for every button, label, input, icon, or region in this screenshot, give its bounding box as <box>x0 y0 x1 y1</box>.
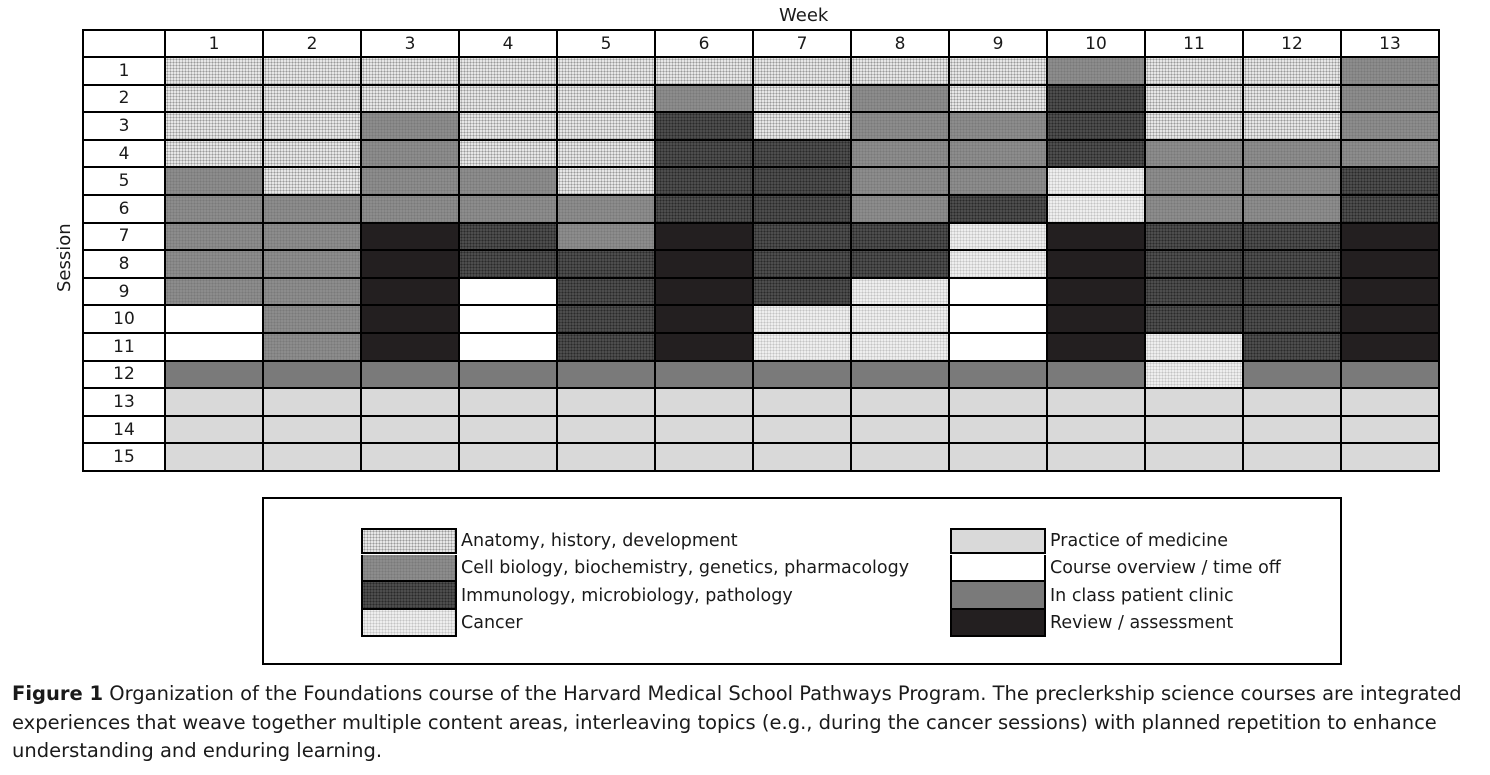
week-header: 4 <box>460 31 558 58</box>
grid-cell-cell <box>362 168 460 196</box>
grid-cell-practice <box>362 417 460 445</box>
grid-cell-immuno <box>1244 334 1342 362</box>
grid-cell-review <box>656 251 754 279</box>
grid-cell-review <box>362 334 460 362</box>
legend-item-cancer <box>361 610 909 638</box>
grid-cell-cancer <box>852 334 950 362</box>
grid-cell-practice <box>1244 417 1342 445</box>
legend-item-review <box>950 610 1281 638</box>
grid-cell-cell <box>950 141 1048 169</box>
grid-cell-review <box>1048 334 1146 362</box>
grid-cell-review <box>1342 251 1440 279</box>
session-header: 2 <box>84 86 166 114</box>
grid-cell-anatomy <box>166 141 264 169</box>
grid-cell-practice <box>558 444 656 472</box>
grid-cell-anatomy <box>1146 58 1244 86</box>
caption-label: Figure 1 <box>12 682 104 705</box>
grid-cell-immuno <box>1048 86 1146 114</box>
legend-item-immuno <box>361 582 909 610</box>
grid-cell-practice <box>852 444 950 472</box>
grid-cell-cell <box>656 86 754 114</box>
grid-cell-practice <box>950 417 1048 445</box>
grid-cell-practice <box>264 417 362 445</box>
grid-cell-cell <box>166 279 264 307</box>
grid-cell-cell <box>852 141 950 169</box>
grid-cell-cancer <box>950 251 1048 279</box>
legend-label: Review / assessment <box>1050 613 1234 634</box>
grid-cell-practice <box>1342 444 1440 472</box>
grid-cell-clinic <box>166 362 264 390</box>
grid-cell-overview <box>460 306 558 334</box>
grid-cell-cell <box>950 168 1048 196</box>
grid-cell-immuno <box>950 196 1048 224</box>
grid-cell-practice <box>362 444 460 472</box>
grid-cell-overview <box>950 334 1048 362</box>
grid-cell-cell <box>852 168 950 196</box>
grid-cell-review <box>362 251 460 279</box>
grid-cell-clinic <box>1244 362 1342 390</box>
grid-cell-anatomy <box>362 86 460 114</box>
legend-swatch-anatomy <box>361 528 457 554</box>
week-header: 2 <box>264 31 362 58</box>
grid-cell-clinic <box>656 362 754 390</box>
grid-cell-overview <box>460 334 558 362</box>
legend-label: Cancer <box>461 613 523 634</box>
grid-cell-clinic <box>950 362 1048 390</box>
grid-cell-cell <box>852 196 950 224</box>
grid-cell-practice <box>1146 444 1244 472</box>
grid-cell-review <box>1342 279 1440 307</box>
grid-cell-cell <box>1146 168 1244 196</box>
grid-cell-cell <box>362 113 460 141</box>
grid-cell-review <box>656 306 754 334</box>
grid-cell-immuno <box>754 251 852 279</box>
grid-cell-immuno <box>1244 251 1342 279</box>
week-header: 13 <box>1342 31 1440 58</box>
grid-cell-anatomy <box>1244 58 1342 86</box>
grid-cell-practice <box>1342 389 1440 417</box>
legend-label: Immunology, microbiology, pathology <box>461 585 793 606</box>
grid-cell-overview <box>166 306 264 334</box>
schedule-grid <box>82 29 1440 472</box>
grid-cell-immuno <box>1244 279 1342 307</box>
grid-cell-immuno <box>656 113 754 141</box>
grid-cell-anatomy <box>1146 86 1244 114</box>
grid-cell-cell <box>1146 141 1244 169</box>
grid-cell-clinic <box>264 362 362 390</box>
grid-cell-practice <box>1146 389 1244 417</box>
legend <box>262 497 1342 665</box>
grid-cell-immuno <box>656 168 754 196</box>
week-header: 5 <box>558 31 656 58</box>
grid-cell-cancer <box>1048 196 1146 224</box>
grid-cell-cell <box>166 168 264 196</box>
session-header: 8 <box>84 251 166 279</box>
grid-cell-clinic <box>460 362 558 390</box>
grid-cell-cell <box>460 196 558 224</box>
legend-swatch-cell <box>361 555 457 583</box>
week-header: 1 <box>166 31 264 58</box>
grid-cell-practice <box>1048 444 1146 472</box>
legend-swatch-clinic <box>950 582 1046 610</box>
grid-cell-immuno <box>558 306 656 334</box>
grid-cell-cancer <box>1048 168 1146 196</box>
grid-cell-cell <box>460 168 558 196</box>
grid-cell-clinic <box>362 362 460 390</box>
grid-cell-practice <box>1146 417 1244 445</box>
grid-cell-practice <box>264 444 362 472</box>
session-header: 5 <box>84 168 166 196</box>
grid-cell-overview <box>950 279 1048 307</box>
grid-cell-cell <box>558 196 656 224</box>
grid-cell-review <box>362 279 460 307</box>
week-header: 10 <box>1048 31 1146 58</box>
grid-cell-cell <box>264 279 362 307</box>
grid-cell-review <box>1048 306 1146 334</box>
legend-swatch-review <box>950 610 1046 638</box>
legend-label: Practice of medicine <box>1050 530 1229 551</box>
grid-cell-anatomy <box>950 58 1048 86</box>
grid-cell-practice <box>166 417 264 445</box>
grid-cell-review <box>656 224 754 252</box>
grid-cell-anatomy <box>362 58 460 86</box>
grid-cell-immuno <box>1342 168 1440 196</box>
grid-cell-cell <box>166 196 264 224</box>
legend-swatch-overview <box>950 555 1046 583</box>
grid-cell-anatomy <box>754 58 852 86</box>
grid-cell-cancer <box>1146 362 1244 390</box>
grid-cell-cell <box>264 306 362 334</box>
week-axis-title: Week <box>779 5 829 26</box>
grid-cell-anatomy <box>852 58 950 86</box>
session-header: 3 <box>84 113 166 141</box>
session-header: 1 <box>84 58 166 86</box>
grid-cell-review <box>656 334 754 362</box>
grid-cell-clinic <box>558 362 656 390</box>
legend-item-anatomy <box>361 527 909 555</box>
grid-cell-immuno <box>460 251 558 279</box>
legend-swatch-immuno <box>361 582 457 610</box>
grid-cell-anatomy <box>558 58 656 86</box>
grid-cell-anatomy <box>1146 113 1244 141</box>
grid-cell-immuno <box>1048 141 1146 169</box>
grid-cell-clinic <box>852 362 950 390</box>
grid-cell-practice <box>1244 389 1342 417</box>
grid-cell-anatomy <box>1244 113 1342 141</box>
grid-cell-cancer <box>754 306 852 334</box>
grid-cell-cell <box>1342 58 1440 86</box>
grid-cell-overview <box>460 279 558 307</box>
grid-cell-practice <box>166 389 264 417</box>
grid-cell-anatomy <box>166 113 264 141</box>
grid-cell-anatomy <box>460 86 558 114</box>
session-header: 7 <box>84 224 166 252</box>
grid-cell-immuno <box>558 279 656 307</box>
legend-swatch-practice <box>950 528 1046 554</box>
grid-cell-review <box>1048 224 1146 252</box>
session-header: 13 <box>84 389 166 417</box>
legend-column-right <box>950 527 1281 637</box>
week-header: 3 <box>362 31 460 58</box>
week-header: 8 <box>852 31 950 58</box>
grid-cell-cancer <box>852 306 950 334</box>
week-header: 9 <box>950 31 1048 58</box>
grid-cell-cancer <box>852 279 950 307</box>
grid-cell-cancer <box>1146 334 1244 362</box>
legend-item-cell <box>361 555 909 583</box>
grid-cell-cell <box>362 141 460 169</box>
week-header: 11 <box>1146 31 1244 58</box>
grid-cell-practice <box>754 417 852 445</box>
grid-cell-immuno <box>852 251 950 279</box>
week-header: 12 <box>1244 31 1342 58</box>
grid-cell-practice <box>754 389 852 417</box>
grid-cell-cell <box>1342 86 1440 114</box>
grid-cell-anatomy <box>754 86 852 114</box>
session-header: 14 <box>84 417 166 445</box>
grid-cell-immuno <box>754 224 852 252</box>
session-header: 11 <box>84 334 166 362</box>
grid-cell-practice <box>754 444 852 472</box>
legend-label: Cell biology, biochemistry, genetics, pharmacology <box>461 558 910 579</box>
grid-cell-anatomy <box>656 58 754 86</box>
grid-cell-immuno <box>1048 113 1146 141</box>
grid-cell-practice <box>1048 389 1146 417</box>
grid-cell-anatomy <box>264 113 362 141</box>
caption-text: Organization of the Foundations course of the Harvard Medical School Pathways Program. The preclerkship science courses are integrated experiences that weave together multiple content areas, interleaving topics (e.g., during the cancer sessions) with planned repetition to enhance understanding and enduring learning. <box>12 682 1462 762</box>
grid-cell-practice <box>656 417 754 445</box>
grid-cell-cell <box>1244 141 1342 169</box>
grid-cell-review <box>656 279 754 307</box>
grid-corner <box>84 31 166 58</box>
grid-cell-review <box>1048 251 1146 279</box>
grid-cell-practice <box>460 444 558 472</box>
grid-cell-cell <box>1244 196 1342 224</box>
session-header: 10 <box>84 306 166 334</box>
session-axis-title: Session <box>54 223 75 292</box>
grid-cell-cell <box>1244 168 1342 196</box>
legend-item-overview <box>950 555 1281 583</box>
grid-cell-cell <box>1146 196 1244 224</box>
grid-cell-anatomy <box>558 113 656 141</box>
grid-cell-immuno <box>754 196 852 224</box>
grid-cell-immuno <box>1146 279 1244 307</box>
grid-cell-review <box>1048 279 1146 307</box>
grid-cell-anatomy <box>264 168 362 196</box>
grid-cell-cancer <box>950 224 1048 252</box>
grid-cell-review <box>1342 224 1440 252</box>
session-header: 4 <box>84 141 166 169</box>
grid-cell-anatomy <box>264 86 362 114</box>
grid-cell-clinic <box>754 362 852 390</box>
grid-cell-anatomy <box>460 113 558 141</box>
grid-cell-anatomy <box>1244 86 1342 114</box>
grid-cell-immuno <box>656 141 754 169</box>
session-header: 15 <box>84 444 166 472</box>
legend-label: Course overview / time off <box>1050 558 1281 579</box>
grid-cell-review <box>362 224 460 252</box>
grid-cell-review <box>362 306 460 334</box>
grid-cell-practice <box>558 417 656 445</box>
grid-cell-practice <box>950 389 1048 417</box>
grid-cell-cell <box>166 251 264 279</box>
grid-cell-practice <box>460 417 558 445</box>
grid-cell-cell <box>950 113 1048 141</box>
grid-cell-practice <box>950 444 1048 472</box>
grid-cell-cell <box>264 196 362 224</box>
grid-cell-practice <box>558 389 656 417</box>
grid-cell-review <box>1342 306 1440 334</box>
grid-cell-overview <box>950 306 1048 334</box>
grid-cell-immuno <box>754 168 852 196</box>
grid-cell-anatomy <box>460 141 558 169</box>
grid-cell-cell <box>852 86 950 114</box>
grid-cell-cell <box>1342 141 1440 169</box>
grid-cell-practice <box>362 389 460 417</box>
grid-cell-practice <box>656 389 754 417</box>
legend-column-left <box>361 527 909 637</box>
legend-label: Anatomy, history, development <box>461 530 738 551</box>
grid-cell-anatomy <box>264 141 362 169</box>
grid-cell-immuno <box>852 224 950 252</box>
grid-cell-review <box>1342 334 1440 362</box>
grid-cell-immuno <box>1244 306 1342 334</box>
figure-caption <box>12 680 1482 766</box>
grid-cell-practice <box>1342 417 1440 445</box>
grid-cell-immuno <box>460 224 558 252</box>
grid-cell-clinic <box>1342 362 1440 390</box>
grid-cell-anatomy <box>166 86 264 114</box>
week-header: 7 <box>754 31 852 58</box>
session-header: 12 <box>84 362 166 390</box>
grid-cell-anatomy <box>166 58 264 86</box>
grid-cell-anatomy <box>264 58 362 86</box>
grid-cell-anatomy <box>754 113 852 141</box>
grid-cell-immuno <box>1146 251 1244 279</box>
grid-cell-anatomy <box>558 86 656 114</box>
grid-cell-anatomy <box>558 141 656 169</box>
week-header: 6 <box>656 31 754 58</box>
grid-cell-anatomy <box>460 58 558 86</box>
grid-cell-immuno <box>656 196 754 224</box>
grid-cell-anatomy <box>558 168 656 196</box>
grid-cell-practice <box>852 389 950 417</box>
legend-label: In class patient clinic <box>1050 585 1234 606</box>
grid-cell-cell <box>558 224 656 252</box>
grid-cell-practice <box>852 417 950 445</box>
grid-cell-cell <box>264 251 362 279</box>
grid-cell-cell <box>362 196 460 224</box>
grid-cell-clinic <box>1048 362 1146 390</box>
grid-cell-cell <box>1342 113 1440 141</box>
grid-cell-cell <box>852 113 950 141</box>
legend-swatch-cancer <box>361 610 457 638</box>
session-header: 9 <box>84 279 166 307</box>
grid-cell-practice <box>1048 417 1146 445</box>
grid-cell-immuno <box>754 279 852 307</box>
grid-cell-immuno <box>1146 306 1244 334</box>
grid-cell-cell <box>166 224 264 252</box>
legend-item-clinic <box>950 582 1281 610</box>
grid-cell-immuno <box>1342 196 1440 224</box>
session-header: 6 <box>84 196 166 224</box>
grid-cell-cell <box>264 224 362 252</box>
grid-cell-immuno <box>558 251 656 279</box>
grid-cell-anatomy <box>950 86 1048 114</box>
grid-cell-immuno <box>754 141 852 169</box>
grid-cell-practice <box>264 389 362 417</box>
grid-cell-immuno <box>1244 224 1342 252</box>
grid-cell-cell <box>264 334 362 362</box>
grid-cell-overview <box>166 334 264 362</box>
grid-cell-practice <box>656 444 754 472</box>
grid-cell-immuno <box>558 334 656 362</box>
grid-cell-cell <box>1048 58 1146 86</box>
grid-cell-practice <box>460 389 558 417</box>
grid-cell-practice <box>1244 444 1342 472</box>
grid-cell-immuno <box>1146 224 1244 252</box>
legend-item-practice <box>950 527 1281 555</box>
grid-cell-practice <box>166 444 264 472</box>
grid-cell-cancer <box>754 334 852 362</box>
